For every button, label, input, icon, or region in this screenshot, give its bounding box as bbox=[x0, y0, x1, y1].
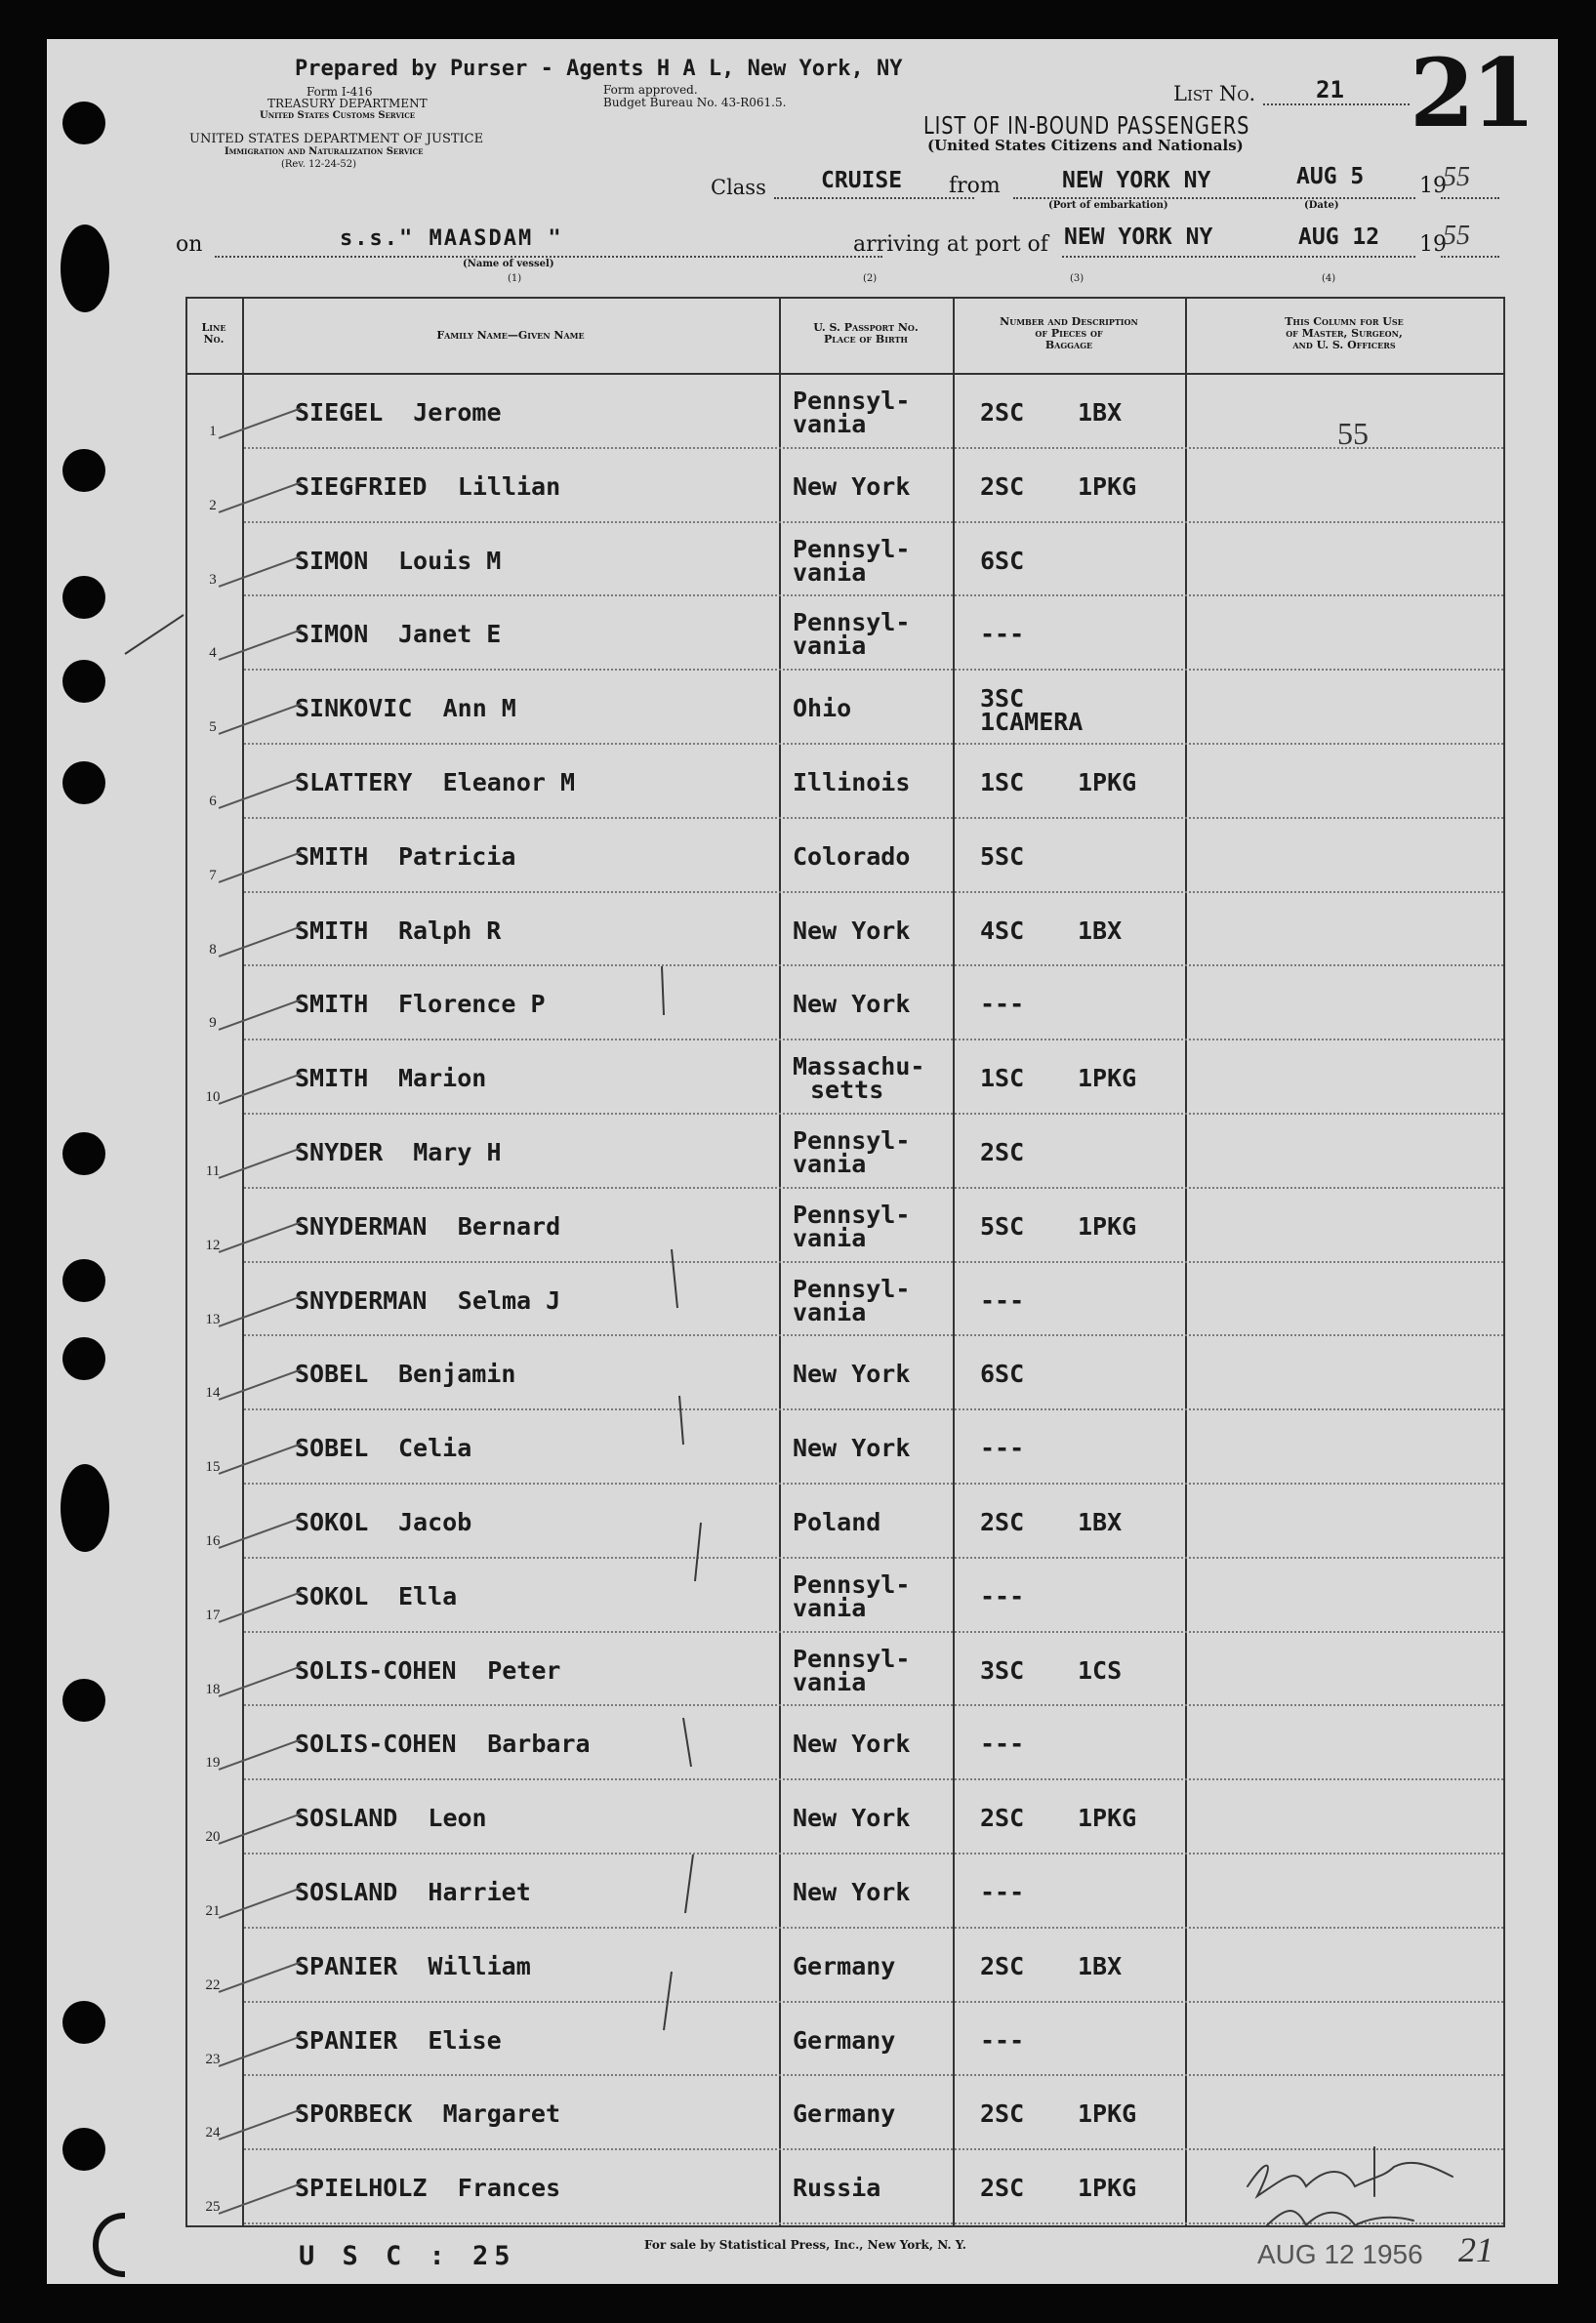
line-number: 25 bbox=[205, 2199, 221, 2216]
given-name: Margaret bbox=[442, 2099, 561, 2129]
binder-mark bbox=[76, 2206, 135, 2284]
given-name: Benjamin bbox=[398, 1360, 516, 1389]
baggage-extra: 1CS bbox=[1078, 1655, 1123, 1685]
baggage-extra: 1PKG bbox=[1078, 1804, 1137, 1833]
line-number: 21 bbox=[205, 1903, 221, 1919]
officer-signature bbox=[1228, 2138, 1472, 2245]
arrival-port-value: NEW YORK NY bbox=[1064, 224, 1213, 250]
family-name: SOBEL bbox=[295, 1360, 369, 1389]
given-name: Mary H bbox=[413, 1138, 502, 1166]
place-of-birth: New York bbox=[793, 471, 911, 501]
list-no-value: 21 bbox=[1316, 76, 1344, 103]
place-of-birth: New York bbox=[793, 916, 911, 945]
arrival-date-value: AUG 12 bbox=[1298, 224, 1380, 250]
revision: (Rev. 12-24-52) bbox=[281, 159, 357, 170]
place-of-birth: Pennsyl- bbox=[793, 387, 911, 415]
baggage-extra: 1BX bbox=[1078, 398, 1123, 427]
baggage-count: 4SC bbox=[980, 916, 1025, 945]
baggage-extra: 1BX bbox=[1078, 1951, 1123, 1980]
line-number: 17 bbox=[205, 1607, 221, 1623]
place-of-birth: Russia bbox=[793, 2174, 881, 2203]
immigration-service: Immigration and Naturalization Service bbox=[225, 146, 424, 157]
line-number: 19 bbox=[205, 1755, 221, 1772]
given-name: Bernard bbox=[457, 1211, 561, 1241]
caption-3: (3) bbox=[1070, 273, 1084, 284]
line-number: 1 bbox=[209, 424, 217, 439]
family-name: SMITH bbox=[295, 1064, 369, 1093]
line-number: 12 bbox=[205, 1237, 221, 1253]
place-of-birth: Germany bbox=[793, 2025, 896, 2055]
class-label: Class bbox=[711, 176, 766, 199]
given-name: Ralph R bbox=[398, 916, 502, 945]
place-of-birth-cont: vania bbox=[793, 1150, 867, 1178]
family-name: SPANIER bbox=[295, 2025, 398, 2055]
line-number: 7 bbox=[209, 867, 217, 883]
baggage-extra: 1BX bbox=[1078, 916, 1123, 945]
form-number: Form I-416 bbox=[307, 85, 373, 99]
baggage-count: --- bbox=[980, 1581, 1025, 1610]
from-label: from bbox=[949, 174, 1001, 198]
prepared-by: Prepared by Purser - Agents H A L, New York, NY bbox=[295, 57, 903, 81]
place-of-birth: Germany bbox=[793, 2099, 896, 2129]
family-name: SOBEL bbox=[295, 1434, 369, 1463]
place-of-birth-cont: vania bbox=[793, 410, 867, 438]
baggage-extra: 1PKG bbox=[1078, 768, 1137, 796]
family-name: SIEGEL bbox=[295, 398, 384, 427]
place-of-birth-cont: vania bbox=[793, 1223, 867, 1252]
line-number: 6 bbox=[209, 794, 217, 809]
place-of-birth: New York bbox=[793, 990, 911, 1019]
place-of-birth: Pennsyl- bbox=[793, 1126, 911, 1155]
place-of-birth-cont: vania bbox=[793, 632, 867, 661]
family-name: SNYDER bbox=[295, 1138, 384, 1166]
form-approved: Form approved. bbox=[603, 83, 698, 97]
baggage-extra: 1PKG bbox=[1078, 1211, 1137, 1241]
place-of-birth: Pennsyl- bbox=[793, 534, 911, 563]
baggage-extra: 1PKG bbox=[1078, 2099, 1137, 2129]
col-header-officers: This Column for Use of Master, Surgeon, and U. S. Officers bbox=[1285, 315, 1404, 351]
caption-4: (4) bbox=[1322, 273, 1336, 284]
baggage-count: 6SC bbox=[980, 546, 1025, 575]
baggage-count: 2SC bbox=[980, 2174, 1025, 2203]
departure-year-prefix: 19 bbox=[1419, 174, 1447, 198]
line-number: 18 bbox=[205, 1681, 221, 1697]
given-name: Selma J bbox=[457, 1285, 561, 1315]
family-name: SIMON bbox=[295, 546, 369, 575]
baggage-count: 2SC bbox=[980, 1508, 1025, 1536]
place-of-birth: New York bbox=[793, 1434, 911, 1463]
given-name: Janet E bbox=[398, 620, 502, 649]
list-no-label: List No. bbox=[1173, 82, 1256, 105]
given-name: Celia bbox=[398, 1434, 472, 1463]
given-name: Leon bbox=[428, 1804, 487, 1833]
department-of-justice: UNITED STATES DEPARTMENT OF JUSTICE bbox=[189, 132, 484, 146]
baggage-extra: 1PKG bbox=[1078, 2174, 1137, 2203]
place-of-birth: Germany bbox=[793, 1951, 896, 1980]
budget-bureau: Budget Bureau No. 43-R061.5. bbox=[603, 96, 787, 109]
baggage-count: 5SC bbox=[980, 841, 1025, 871]
family-name: SLATTERY bbox=[295, 768, 413, 796]
officer-note: 55 bbox=[1337, 416, 1369, 451]
received-stamp: AUG 12 1956 bbox=[1257, 2239, 1423, 2269]
baggage-count: 2SC bbox=[980, 398, 1025, 427]
family-name: SINKOVIC bbox=[295, 694, 413, 723]
line-number: 2 bbox=[209, 497, 217, 513]
line-number: 15 bbox=[205, 1459, 221, 1476]
baggage-count: 6SC bbox=[980, 1360, 1025, 1389]
place-of-birth: Ohio bbox=[793, 694, 852, 723]
given-name: Elise bbox=[428, 2025, 502, 2055]
place-of-birth: Pennsyl- bbox=[793, 1200, 911, 1229]
check-marks bbox=[47, 39, 1558, 2284]
family-name: SNYDERMAN bbox=[295, 1211, 428, 1241]
customs-service: United States Customs Service bbox=[260, 110, 416, 121]
place-of-birth: New York bbox=[793, 1878, 911, 1906]
place-of-birth: Colorado bbox=[793, 841, 911, 871]
list-no-large: 21 bbox=[1410, 38, 1533, 148]
manifest-page bbox=[47, 39, 1558, 2284]
family-name: SOSLAND bbox=[295, 1804, 398, 1833]
given-name: Lillian bbox=[457, 471, 561, 501]
given-name: Peter bbox=[487, 1655, 561, 1685]
place-of-birth-cont: vania bbox=[793, 1667, 867, 1696]
col-header-name: Family Name—Given Name bbox=[436, 329, 585, 342]
given-name: Barbara bbox=[487, 1730, 591, 1759]
date-caption: (Date) bbox=[1304, 200, 1339, 211]
departure-year-suffix: 55 bbox=[1443, 162, 1470, 192]
given-name: Jacob bbox=[398, 1508, 472, 1536]
given-name: Ann M bbox=[442, 694, 516, 723]
treasury-department: TREASURY DEPARTMENT bbox=[267, 97, 428, 110]
line-number: 16 bbox=[205, 1533, 221, 1549]
given-name: Marion bbox=[398, 1064, 487, 1093]
place-of-birth-cont: setts bbox=[810, 1076, 884, 1105]
baggage-count: --- bbox=[980, 1878, 1025, 1906]
baggage-extra: 1PKG bbox=[1078, 471, 1137, 501]
port-of-embarkation-caption: (Port of embarkation) bbox=[1048, 200, 1168, 211]
line-number: 8 bbox=[209, 941, 217, 958]
place-of-birth-cont: vania bbox=[793, 557, 867, 587]
family-name: SOLIS-COHEN bbox=[295, 1730, 457, 1759]
arrival-year-prefix: 19 bbox=[1419, 232, 1447, 257]
line-number: 23 bbox=[205, 2051, 221, 2067]
place-of-birth: Illinois bbox=[793, 768, 911, 796]
place-of-birth: Pennsyl- bbox=[793, 1569, 911, 1599]
baggage-count: 2SC bbox=[980, 1138, 1025, 1166]
line-number: 9 bbox=[209, 1015, 217, 1032]
vessel-name-caption: (Name of vessel) bbox=[463, 259, 554, 269]
family-name: SOKOL bbox=[295, 1508, 369, 1536]
baggage-count: 3SC bbox=[980, 684, 1025, 713]
baggage-count: --- bbox=[980, 620, 1025, 649]
col-header-baggage: Number and Description of Pieces of Baggage bbox=[1000, 315, 1138, 351]
place-of-birth-cont: vania bbox=[793, 1297, 867, 1326]
baggage-count: --- bbox=[980, 1730, 1025, 1759]
family-name: SPORBECK bbox=[295, 2099, 413, 2129]
baggage-count: --- bbox=[980, 2025, 1025, 2055]
baggage-count: --- bbox=[980, 1285, 1025, 1315]
family-name: SIEGFRIED bbox=[295, 471, 428, 501]
line-number: 13 bbox=[205, 1311, 221, 1327]
baggage-extra: 1CAMERA bbox=[980, 708, 1084, 737]
given-name: Eleanor M bbox=[442, 768, 576, 796]
place-of-birth: New York bbox=[793, 1360, 911, 1389]
baggage-extra: 1BX bbox=[1078, 1508, 1123, 1536]
baggage-extra: 1PKG bbox=[1078, 1064, 1137, 1093]
given-name: Florence P bbox=[398, 990, 546, 1019]
place-of-birth: Pennsyl- bbox=[793, 1644, 911, 1673]
place-of-birth: New York bbox=[793, 1804, 911, 1833]
col-header-passport: U. S. Passport No. Place of Birth bbox=[813, 321, 919, 346]
arrival-year-suffix: 55 bbox=[1443, 221, 1470, 251]
family-name: SMITH bbox=[295, 916, 369, 945]
baggage-count: --- bbox=[980, 1434, 1025, 1463]
line-number: 24 bbox=[205, 2125, 221, 2141]
given-name: Frances bbox=[457, 2174, 561, 2203]
place-of-birth-cont: vania bbox=[793, 1593, 867, 1622]
place-of-birth: New York bbox=[793, 1730, 911, 1759]
given-name: Louis M bbox=[398, 546, 502, 575]
given-name: Ella bbox=[398, 1581, 458, 1610]
col-header-line-no: Line No. bbox=[201, 321, 226, 346]
form-subtitle: (United States Citizens and Nationals) bbox=[927, 137, 1244, 154]
caption-1: (1) bbox=[508, 273, 522, 284]
class-value: CRUISE bbox=[821, 168, 903, 193]
baggage-count: 3SC bbox=[980, 1655, 1025, 1685]
family-name: SNYDERMAN bbox=[295, 1285, 428, 1315]
baggage-count: --- bbox=[980, 990, 1025, 1019]
caption-2: (2) bbox=[863, 273, 878, 284]
family-name: SMITH bbox=[295, 990, 369, 1019]
family-name: SPANIER bbox=[295, 1951, 398, 1980]
line-number: 3 bbox=[209, 571, 217, 588]
port-of-embarkation-value: NEW YORK NY bbox=[1062, 168, 1211, 193]
usc-count: U S C : 25 bbox=[299, 2241, 516, 2271]
on-label: on bbox=[176, 232, 203, 257]
baggage-count: 2SC bbox=[980, 471, 1025, 501]
place-of-birth: Pennsyl- bbox=[793, 608, 911, 637]
arriving-label: arriving at port of bbox=[853, 232, 1048, 257]
baggage-count: 2SC bbox=[980, 1951, 1025, 1980]
family-name: SPIELHOLZ bbox=[295, 2174, 428, 2203]
given-name: Harriet bbox=[428, 1878, 531, 1906]
given-name: Patricia bbox=[398, 841, 516, 871]
family-name: SOSLAND bbox=[295, 1878, 398, 1906]
baggage-count: 2SC bbox=[980, 1804, 1025, 1833]
line-number: 10 bbox=[205, 1089, 221, 1106]
given-name: Jerome bbox=[413, 398, 502, 427]
family-name: SOKOL bbox=[295, 1581, 369, 1610]
baggage-count: 1SC bbox=[980, 768, 1025, 796]
page-mark: 21 bbox=[1458, 2230, 1494, 2269]
baggage-count: 2SC bbox=[980, 2099, 1025, 2129]
baggage-count: 1SC bbox=[980, 1064, 1025, 1093]
family-name: SMITH bbox=[295, 841, 369, 871]
family-name: SOLIS-COHEN bbox=[295, 1655, 457, 1685]
line-number: 22 bbox=[205, 1977, 221, 1993]
given-name: William bbox=[428, 1951, 531, 1980]
line-number: 5 bbox=[209, 719, 217, 736]
vessel-name-value: s.s." MAASDAM " bbox=[340, 226, 563, 251]
printer-note: For sale by Statistical Press, Inc., New York, N. Y. bbox=[644, 2238, 966, 2252]
baggage-count: 5SC bbox=[980, 1211, 1025, 1241]
line-number: 14 bbox=[205, 1385, 221, 1402]
place-of-birth: Pennsyl- bbox=[793, 1274, 911, 1303]
departure-date-value: AUG 5 bbox=[1296, 164, 1365, 189]
form-title: LIST OF IN-BOUND PASSENGERS bbox=[923, 111, 1250, 140]
line-number: 20 bbox=[205, 1829, 221, 1846]
place-of-birth: Massachu- bbox=[793, 1052, 925, 1081]
place-of-birth: Poland bbox=[793, 1508, 881, 1536]
line-number: 4 bbox=[209, 645, 217, 662]
family-name: SIMON bbox=[295, 620, 369, 649]
line-number: 11 bbox=[205, 1163, 221, 1179]
